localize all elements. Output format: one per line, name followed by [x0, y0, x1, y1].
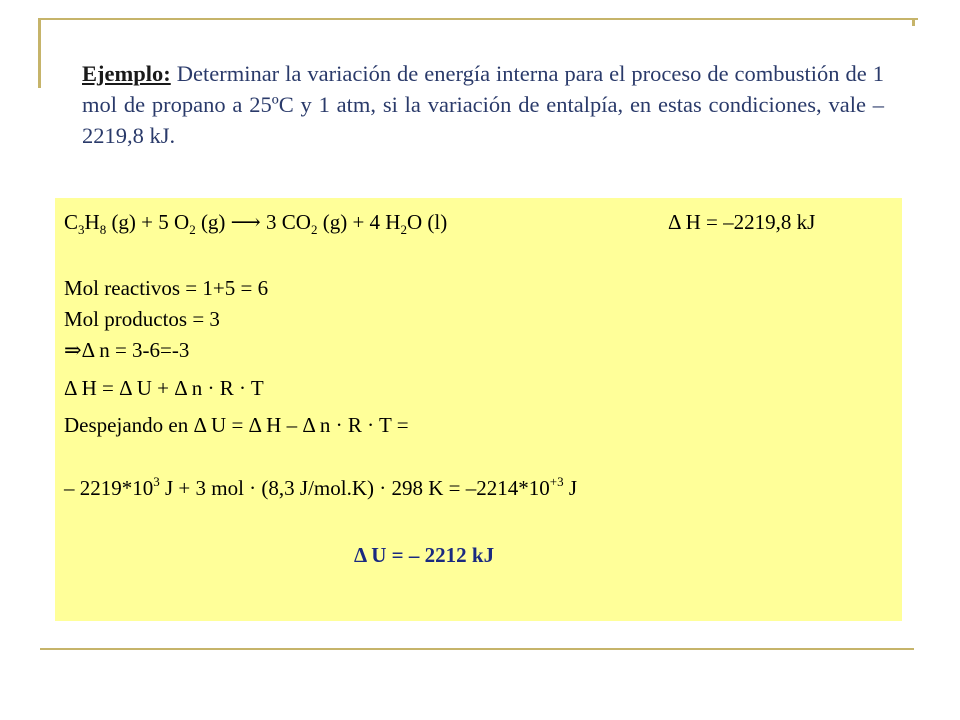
mol-reactivos-line: Mol reactivos = 1+5 = 6: [64, 276, 269, 300]
frame-top-line: [38, 18, 918, 20]
enthalpy-relation-line: Δ H = Δ U + Δ n · R · T: [64, 376, 264, 400]
despejando-line: Despejando en Δ U = Δ H – Δ n · R · T =: [64, 413, 409, 437]
mol-productos-line: Mol productos = 3: [64, 307, 220, 331]
reaction-enthalpy: Δ H = –2219,8 kJ: [668, 210, 816, 234]
example-label: Ejemplo:: [82, 61, 171, 86]
example-text: Determinar la variación de energía interna para el proceso de combustión de 1 mol de propano a 25ºC y 1 atm, si la variación de entalpía, en estas condiciones, vale – 2219,8 kJ.: [82, 61, 884, 148]
calculation-line: – $2219*10^3$ J + 3 mol · (8,3 J/mol.K) · 298 $K = -2214*10^{+3}$ J: [64, 474, 578, 500]
frame-left-line: [38, 18, 41, 88]
result-delta-u: Δ U = – 2212 kJ: [354, 543, 495, 567]
delta-n-line: ⇒Δ n = 3-6=-3: [64, 338, 190, 362]
reaction-equation: $C_3H_8$ (g) + 5 $O_2$ (g) ⟶ 3 $CO_2$ (g) + 4 $H_2O$ (l): [64, 210, 448, 237]
frame-bottom-line: [40, 648, 914, 650]
frame-right-notch: [912, 18, 915, 26]
example-statement: [82, 58, 884, 151]
